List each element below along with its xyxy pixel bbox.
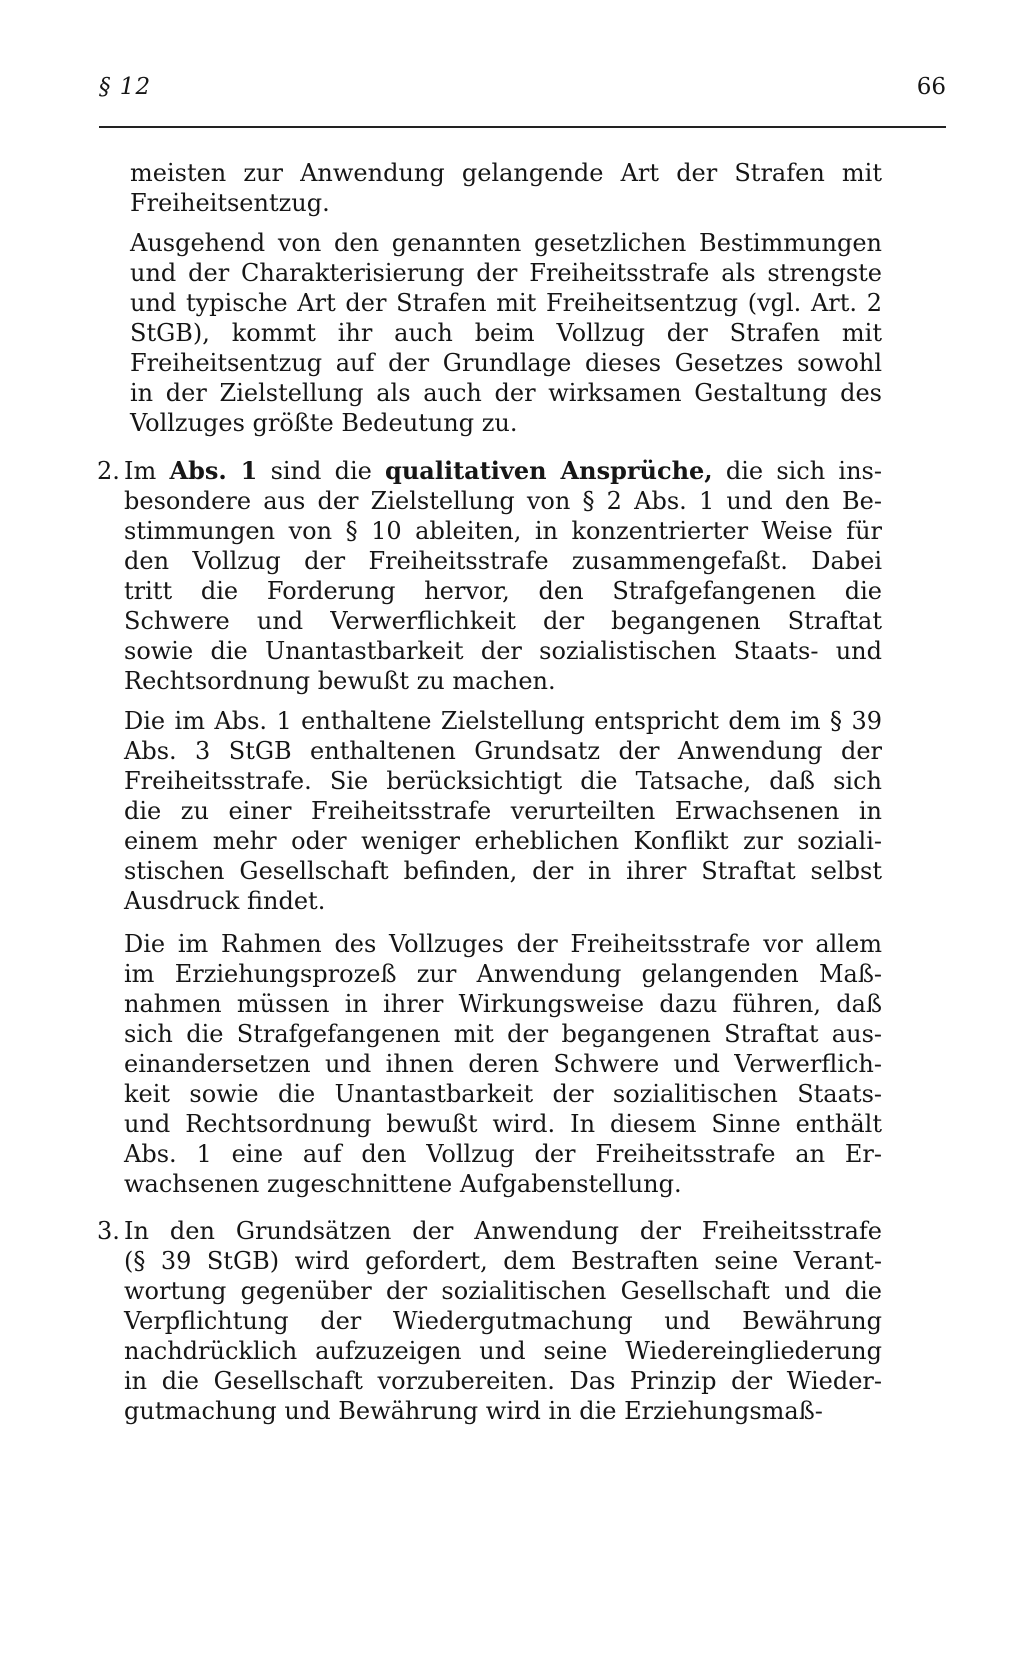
text-line: Ausgehend von den genannten gesetzlichen Bestimmungen xyxy=(130,229,882,257)
text-line: Schwere und Verwerflichkeit der begangenen Straftat xyxy=(124,607,882,635)
text-line: den Vollzug der Freiheitsstrafe zusammengefaßt. Dabei xyxy=(124,547,882,575)
text-line: Verpflichtung der Wiedergutmachung und Bewährung xyxy=(124,1307,882,1335)
header-rule xyxy=(99,126,946,128)
section-reference: § 12 xyxy=(99,74,152,100)
item-number: 2. xyxy=(97,457,120,485)
text-line: (§ 39 StGB) wird gefordert, dem Bestraften seine Verant- xyxy=(124,1247,882,1275)
text-line: und Rechtsordnung bewußt wird. In diesem Sinne enthält xyxy=(124,1110,882,1138)
text-line: In den Grundsätzen der Anwendung der Freiheitsstrafe xyxy=(124,1217,882,1245)
text-line: in die Gesellschaft vorzubereiten. Das Prinzip der Wieder- xyxy=(124,1367,882,1395)
text-line: wortung gegenüber der sozialitischen Gesellschaft und die xyxy=(124,1277,882,1305)
page-header xyxy=(99,74,946,114)
text-line: Abs. 3 StGB enthaltenen Grundsatz der Anwendung der xyxy=(124,737,882,765)
text-line: und typische Art der Strafen mit Freiheitsentzug (vgl. Art. 2 xyxy=(130,289,882,317)
text-line: die zu einer Freiheitsstrafe verurteilten Erwachsenen in xyxy=(124,797,882,825)
text-line: und der Charakterisierung der Freiheitsstrafe als strengste xyxy=(130,259,882,287)
text-line: einandersetzen und ihnen deren Schwere und Verwerflich- xyxy=(124,1050,882,1078)
text-line: einem mehr oder weniger erheblichen Konflikt zur soziali- xyxy=(124,827,882,855)
text-line: sowie die Unantastbarkeit der sozialistischen Staats- und xyxy=(124,637,882,665)
text-line: besondere aus der Zielstellung von § 2 Abs. 1 und den Be- xyxy=(124,487,882,515)
text-line: Ausdruck findet. xyxy=(124,887,326,915)
text-line: in der Zielstellung als auch der wirksamen Gestaltung des xyxy=(130,379,882,407)
text-line: im Erziehungsprozeß zur Anwendung gelangenden Maß- xyxy=(124,960,882,988)
text-line: nachdrücklich aufzuzeigen und seine Wiedereingliederung xyxy=(124,1337,882,1365)
text-line: Freiheitsentzug. xyxy=(130,189,330,217)
text-line: sich die Strafgefangenen mit der begangenen Straftat aus- xyxy=(124,1020,882,1048)
text-line: Abs. 1 eine auf den Vollzug der Freiheitsstrafe an Er- xyxy=(124,1140,882,1168)
text-line: StGB), kommt ihr auch beim Vollzug der Strafen mit xyxy=(130,319,882,347)
item-number: 3. xyxy=(97,1217,120,1245)
text-line: nahmen müssen in ihrer Wirkungsweise dazu führen, daß xyxy=(124,990,882,1018)
text-line: Die im Rahmen des Vollzuges der Freiheitsstrafe vor allem xyxy=(124,930,882,958)
text-line: stimmungen von § 10 ableiten, in konzentrierter Weise für xyxy=(124,517,882,545)
text-line: meisten zur Anwendung gelangende Art der Strafen mit xyxy=(130,159,882,187)
text-line: stischen Gesellschaft befinden, der in ihrer Straftat selbst xyxy=(124,857,882,885)
text-line: Rechtsordnung bewußt zu machen. xyxy=(124,667,556,695)
text-line: Die im Abs. 1 enthaltene Zielstellung entspricht dem im § 39 xyxy=(124,707,882,735)
text-line: gutmachung und Bewährung wird in die Erziehungsmaß- xyxy=(124,1397,823,1425)
text-line: Im Abs. 1 sind die qualitativen Ansprüche, die sich ins- xyxy=(124,456,882,485)
bold-term: qualitativen Ansprüche, xyxy=(385,456,713,485)
text-line: Freiheitsstrafe. Sie berücksichtigt die Tatsache, daß sich xyxy=(124,767,882,795)
page-number: 66 xyxy=(916,74,946,100)
text-line: Freiheitsentzug auf der Grundlage dieses Gesetzes sowohl xyxy=(130,349,882,377)
text-line: Vollzuges größte Bedeutung zu. xyxy=(130,409,518,437)
text-line: tritt die Forderung hervor, den Strafgefangenen die xyxy=(124,577,882,605)
text-line: keit sowie die Unantastbarkeit der sozialitischen Staats- xyxy=(124,1080,882,1108)
bold-term: Abs. 1 xyxy=(169,456,258,485)
text-line: wachsenen zugeschnittene Aufgabenstellung. xyxy=(124,1170,682,1198)
